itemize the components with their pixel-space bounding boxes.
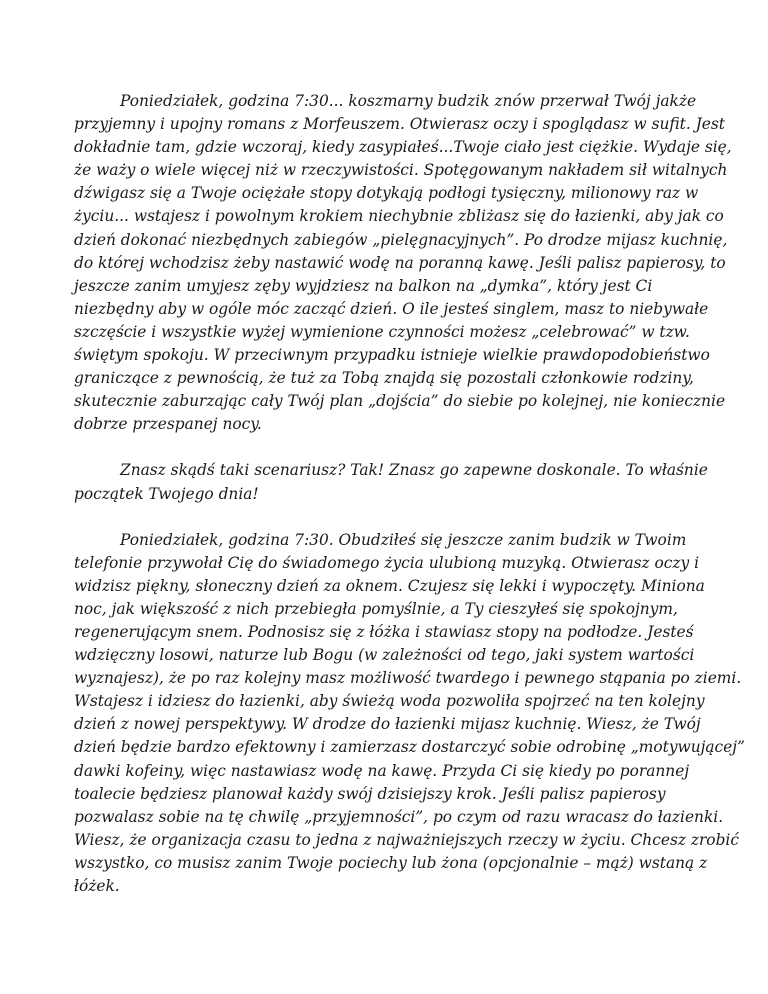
text-line: że waży o wiele więcej niż w rzeczywistości. Spotęgowanym nakładem sił witalnych (74, 161, 728, 180)
text-line: Poniedziałek, godzina 7:30. Obudziłeś się jeszcze zanim budzik w Twoim (120, 530, 687, 549)
text-line: wdzięczny losowi, naturze lub Bogu (w zależności od tego, jaki system wartości (74, 646, 695, 665)
text-line: wszystko, co musisz zanim Twoje pociechy lub żona (opcjonalnie – mąż) wstaną z (74, 853, 708, 872)
text-line: dźwigasz się a Twoje ociężałe stopy dotykają podłogi tysięczny, milionowy raz w (74, 184, 699, 203)
text-line: życiu... wstajesz i powolnym krokiem niechybnie zbliżasz się do łazienki, aby jak co (74, 207, 724, 226)
paragraph-3 (74, 529, 745, 899)
text-line: łóżek. (74, 877, 120, 895)
text-line: graniczące z pewnością, że tuż za Tobą znajdą się pozostali członkowie rodziny, (74, 369, 694, 388)
text-line: noc, jak większość z nich przebiegła pomyślnie, a Ty cieszyłeś się spokojnym, (74, 599, 678, 618)
text-line: przyjemny i upojny romans z Morfeuszem. Otwierasz oczy i spoglądasz w sufit. Jest (74, 115, 725, 134)
text-line: do której wchodzisz żeby nastawić wodę na poranną kawę. Jeśli palisz papierosy, to (74, 253, 726, 272)
paragraph-2 (74, 459, 708, 505)
text-line: niezbędny aby w ogóle móc zacząć dzień. O ile jesteś singlem, masz to niebywałe (74, 299, 709, 318)
text-line: pozwalasz sobie na tę chwilę „przyjemności”, po czym od razu wracasz do łazienki. (74, 807, 724, 826)
text-line: telefonie przywołał Cię do świadomego życia ulubioną muzyką. Otwierasz oczy i (74, 553, 700, 572)
text-line: Znasz skądś taki scenariusz? Tak! Znasz go zapewne doskonale. To właśnie (120, 461, 708, 480)
text-line: regenerującym snem. Podnosisz się z łóżka i stawiasz stopy na podłodze. Jesteś (74, 622, 694, 641)
paragraph-1 (74, 90, 732, 436)
text-line: Wstajesz i idziesz do łazienki, aby świeżą woda pozwoliła spojrzeć na ten kolejny (74, 692, 705, 711)
text-line: skutecznie zaburzając cały Twój plan „dojścia” do siebie po kolejnej, nie koniecznie (74, 392, 726, 411)
text-line: początek Twojego dnia! (74, 484, 259, 503)
text-line: Poniedziałek, godzina 7:30... koszmarny budzik znów przerwał Twój jakże (120, 92, 697, 110)
text-line: widzisz piękny, słoneczny dzień za oknem. Czujesz się lekki i wypoczęty. Miniona (74, 576, 705, 595)
text-line: dzień będzie bardzo efektowny i zamierzasz dostarczyć sobie odrobinę „motywującej” (74, 738, 745, 757)
text-line: dzień z nowej perspektywy. W drodze do łazienki mijasz kuchnię. Wiesz, że Twój (74, 715, 701, 734)
text-line: szczęście i wszystkie wyżej wymienione czynności możesz „celebrować” w tzw. (74, 322, 690, 341)
text-line: Wiesz, że organizacja czasu to jedna z najważniejszych rzeczy w życiu. Chcesz zrobić (74, 830, 739, 849)
text-line: dokładnie tam, gdzie wczoraj, kiedy zasypiałeś...Twoje ciało jest ciężkie. Wydaje się, (74, 138, 732, 157)
text-line: dzień dokonać niezbędnych zabiegów „pielęgnacyjnych”. Po drodze mijasz kuchnię, (74, 230, 728, 249)
text-line: wyznajesz), że po raz kolejny masz możliwość twardego i pewnego stąpania po ziemi. (74, 669, 742, 688)
text-line: świętym spokoju. W przeciwnym przypadku istnieje wielkie prawdopodobieństwo (74, 346, 710, 365)
text-line: toalecie będziesz planował każdy swój dzisiejszy krok. Jeśli palisz papierosy (74, 784, 666, 803)
text-line: dawki kofeiny, więc nastawiasz wodę na kawę. Przyda Ci się kiedy po porannej (74, 761, 690, 780)
text-line: jeszcze zanim umyjesz zęby wyjdziesz na balkon na „dymka”, który jest Ci (74, 276, 653, 295)
text-line: dobrze przespanej nocy. (74, 415, 262, 434)
document-body (74, 90, 745, 921)
